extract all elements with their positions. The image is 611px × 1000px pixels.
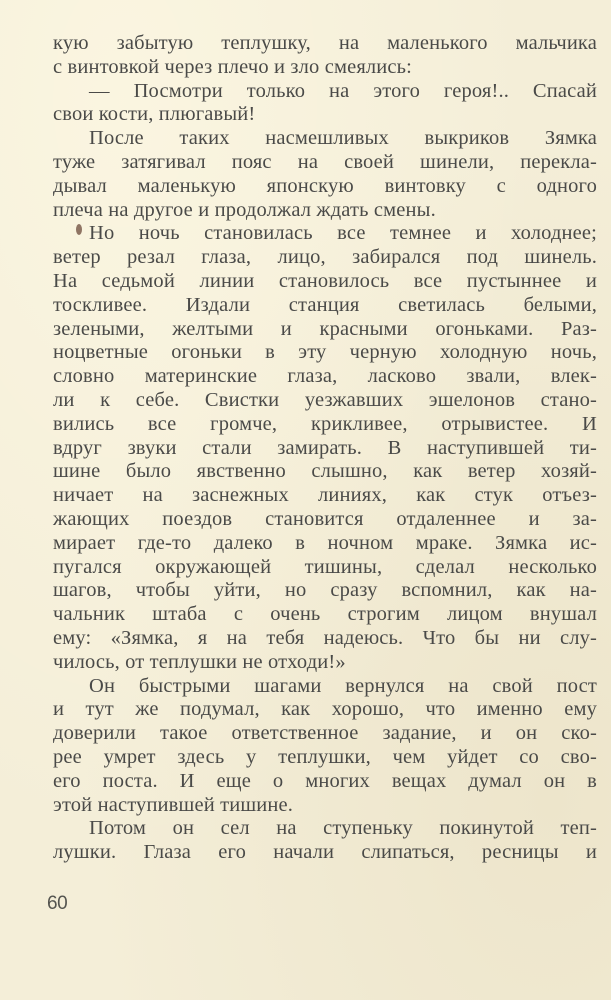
text-line: этой наступившей тишине. <box>53 793 294 816</box>
text-line: доверили такое ответственное задание, и он ско- <box>53 722 597 745</box>
text-line: с винтовкой через плечо и зло смеялись: <box>53 55 413 78</box>
text-line: На седьмой линии становилось все пустыннее и <box>53 269 597 292</box>
text-line: вились все громче, крикливее, отрывистее. И <box>53 412 597 435</box>
text-line: туже затягивал пояс на своей шинели, перекла- <box>53 150 597 173</box>
text-line: Он быстрыми шагами вернулся на свой пост <box>89 674 597 697</box>
text-line: рее умрет здесь у теплушки, чем уйдет со сво- <box>53 745 597 768</box>
text-line: его поста. И еще о многих вещах думал он в <box>53 769 597 792</box>
text-line: и тут же подумал, как хорошо, что именно ему <box>53 698 597 721</box>
text-line: — Посмотри только на этого героя!.. Спасай <box>89 79 597 102</box>
ink-smudge <box>76 224 82 235</box>
text-line: Потом он сел на ступеньку покинутой теп- <box>89 817 597 840</box>
text-line: После таких насмешливых выкриков Зямка <box>89 127 597 150</box>
text-line: словно материнские глаза, ласково звали, влек- <box>53 365 597 388</box>
text-line: мирает где-то далеко в ночном мраке. Зямка ис- <box>53 531 597 554</box>
text-line: шине было явственно слышно, как ветер хозяй- <box>53 460 597 483</box>
text-line: зелеными, желтыми и красными огоньками. Раз- <box>53 317 597 340</box>
text-line: лушки. Глаза его начали слипаться, ресницы и <box>53 841 597 864</box>
text-line: вдруг звуки стали замирать. В наступившей ти- <box>53 436 597 459</box>
text-line: кую забытую теплушку, на маленького мальчика <box>53 32 597 54</box>
text-line: пугался окружающей тишины, сделал несколько <box>53 555 597 578</box>
book-page-text <box>53 32 597 865</box>
text-line: свои кости, плюгавый! <box>53 103 256 126</box>
text-line: ноцветные огоньки в эту черную холодную ночь, <box>53 341 597 364</box>
text-line: ветер резал глаза, лицо, забирался под шинель. <box>53 246 597 269</box>
text-line: дывал маленькую японскую винтовку с одного <box>53 174 597 197</box>
text-line: чальник штаба с очень строгим лицом внушал <box>53 603 597 626</box>
text-line: тоскливее. Издали станция светилась белыми, <box>53 293 597 316</box>
text-line: плеча на другое и продолжал ждать смены. <box>53 198 436 221</box>
text-line: шагов, чтобы уйти, но сразу вспомнил, как на- <box>53 579 597 602</box>
text-line: жающих поездов становится отдаленнее и за- <box>53 507 597 530</box>
text-line: Но ночь становилась все темнее и холоднее; <box>89 222 597 245</box>
text-line: ничает на заснежных линиях, как стук отъез- <box>53 484 597 507</box>
page-number: 60 <box>47 893 68 914</box>
text-line: чилось, от теплушки не отходи!» <box>53 650 346 673</box>
text-line: ли к себе. Свистки уезжавших эшелонов стано- <box>53 388 597 411</box>
text-line: ему: «Зямка, я на тебя надеюсь. Что бы ни слу- <box>53 626 597 649</box>
